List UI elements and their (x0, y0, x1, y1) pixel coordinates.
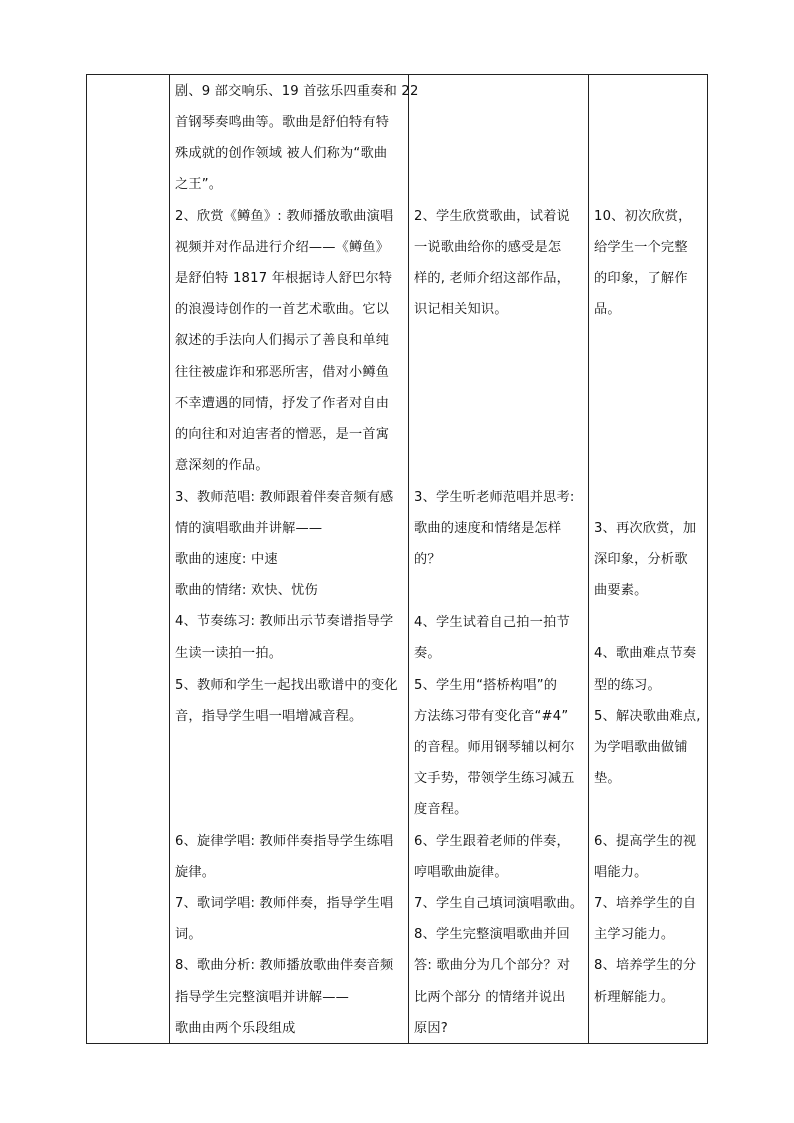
student-text-line: 识记相关知识。 (414, 302, 508, 317)
student-text-line: 7、学生自己填词演唱歌曲。 (414, 896, 584, 911)
teacher-text-line: 词。 (175, 927, 202, 942)
purpose-text-line: 唱能力。 (594, 865, 648, 880)
purpose-text-line: 8、培养学生的分 (594, 958, 697, 973)
student-text-line: 4、学生试着自己拍一拍节 (414, 615, 570, 630)
teacher-text-line: 的向往和对迫害者的憎恶，是一首寓 (175, 427, 390, 442)
teacher-text-line: 旋律。 (175, 865, 216, 880)
teacher-text-line: 不幸遭遇的同情，抒发了作者对自由 (175, 396, 390, 411)
purpose-text-line: 5、解决歌曲难点, (594, 709, 701, 724)
student-text-line: 比两个部分 的情绪并说出 (414, 990, 566, 1005)
purpose-text-line: 主学习能力。 (594, 927, 675, 942)
teacher-text-line: 歌曲的速度: 中速 (175, 552, 278, 567)
purpose-text-line: 10、初次欣赏， (594, 209, 692, 224)
teacher-text-line: 8、歌曲分析: 教师播放歌曲伴奏音频 (175, 958, 394, 973)
purpose-text-line: 曲要素。 (594, 583, 648, 598)
teacher-text-line: 殊成就的创作领域 被人们称为“歌曲 (175, 146, 388, 161)
student-text-line: 文手势，带领学生练习减五 (414, 771, 575, 786)
teacher-text-line: 指导学生完整演唱并讲解—— (175, 990, 350, 1005)
teacher-text-line: 6、旋律学唱: 教师伴奏指导学生练唱 (175, 834, 394, 849)
student-text-line: 6、学生跟着老师的伴奏， (414, 834, 570, 849)
purpose-text-line: 的印象，了解作 (594, 271, 688, 286)
lesson-plan-table (86, 74, 708, 1044)
student-text-line: 奏。 (414, 646, 441, 661)
purpose-text-line: 品。 (594, 302, 621, 317)
teacher-text-line: 首钢琴奏鸣曲等。歌曲是舒伯特有特 (175, 115, 390, 130)
teacher-text-line: 7、歌词学唱: 教师伴奏，指导学生唱 (175, 896, 394, 911)
column-divider (169, 75, 170, 1043)
purpose-text-line: 为学唱歌曲做铺 (594, 740, 688, 755)
student-text-line: 5、学生用“搭桥构唱”的 (414, 678, 558, 693)
student-text-line: 方法练习带有变化音“#4” (414, 709, 569, 724)
purpose-text-line: 型的练习。 (594, 678, 661, 693)
purpose-text-line: 6、提高学生的视 (594, 834, 697, 849)
column-divider (588, 75, 589, 1043)
student-text-line: 的？ (414, 552, 441, 567)
student-text-line: 样的, 老师介绍这部作品， (414, 271, 571, 286)
teacher-text-line: 往往被虚诈和邪恶所害，借对小鳟鱼 (175, 365, 390, 380)
teacher-text-line: 4、节奏练习: 教师出示节奏谱指导学 (175, 614, 394, 629)
purpose-text-line: 析理解能力。 (594, 990, 675, 1005)
teacher-text-line: 2、欣赏《鳟鱼》: 教师播放歌曲演唱 (175, 209, 394, 224)
student-text-line: 的音程。师用钢琴辅以柯尔 (414, 740, 575, 755)
student-text-line: 一说歌曲给你的感受是怎 (414, 240, 562, 255)
student-text-line: 度音程。 (414, 802, 468, 817)
student-text-line: 原因? (414, 1021, 448, 1036)
teacher-text-line: 是舒伯特 1817 年根据诗人舒巴尔特 (175, 271, 393, 286)
teacher-text-line: 情的演唱歌曲并讲解—— (175, 521, 323, 536)
teacher-text-line: 音，指导学生唱一唱增减音程。 (175, 709, 363, 724)
teacher-text-line: 生读一读拍一拍。 (175, 646, 283, 661)
student-text-line: 歌曲的速度和情绪是怎样 (414, 521, 562, 536)
teacher-text-line: 视频并对作品进行介绍——《鳟鱼》 (175, 240, 390, 255)
purpose-text-line: 垫。 (594, 771, 621, 786)
teacher-text-line: 的浪漫诗创作的一首艺术歌曲。它以 (175, 302, 390, 317)
teacher-text-line: 3、教师范唱: 教师跟着伴奏音频有感 (175, 490, 394, 505)
teacher-text-line: 意深刻的作品。 (175, 458, 269, 473)
teacher-text-line: 之王”。 (175, 177, 223, 192)
purpose-text-line: 4、歌曲难点节奏 (594, 646, 697, 661)
teacher-text-line: 叙述的手法向人们揭示了善良和单纯 (175, 333, 390, 348)
purpose-text-line: 给学生一个完整 (594, 240, 688, 255)
teacher-text-line: 剧、9 部交响乐、19 首弦乐四重奏和 22 (175, 84, 419, 99)
column-divider (408, 75, 409, 1043)
student-text-line: 2、学生欣赏歌曲，试着说 (414, 209, 570, 224)
purpose-text-line: 3、再次欣赏，加 (594, 521, 697, 536)
purpose-text-line: 深印象，分析歌 (594, 552, 688, 567)
teacher-text-line: 歌曲的情绪: 欢快、忧伤 (175, 583, 318, 598)
student-text-line: 8、学生完整演唱歌曲并回 (414, 927, 570, 942)
student-text-line: 哼唱歌曲旋律。 (414, 865, 508, 880)
teacher-text-line: 5、教师和学生一起找出歌谱中的变化 (175, 678, 398, 693)
student-text-line: 答: 歌曲分为几个部分？对 (414, 958, 571, 973)
purpose-text-line: 7、培养学生的自 (594, 896, 697, 911)
teacher-text-line: 歌曲由两个乐段组成 (175, 1021, 296, 1036)
student-text-line: 3、学生听老师范唱并思考: (414, 490, 575, 505)
